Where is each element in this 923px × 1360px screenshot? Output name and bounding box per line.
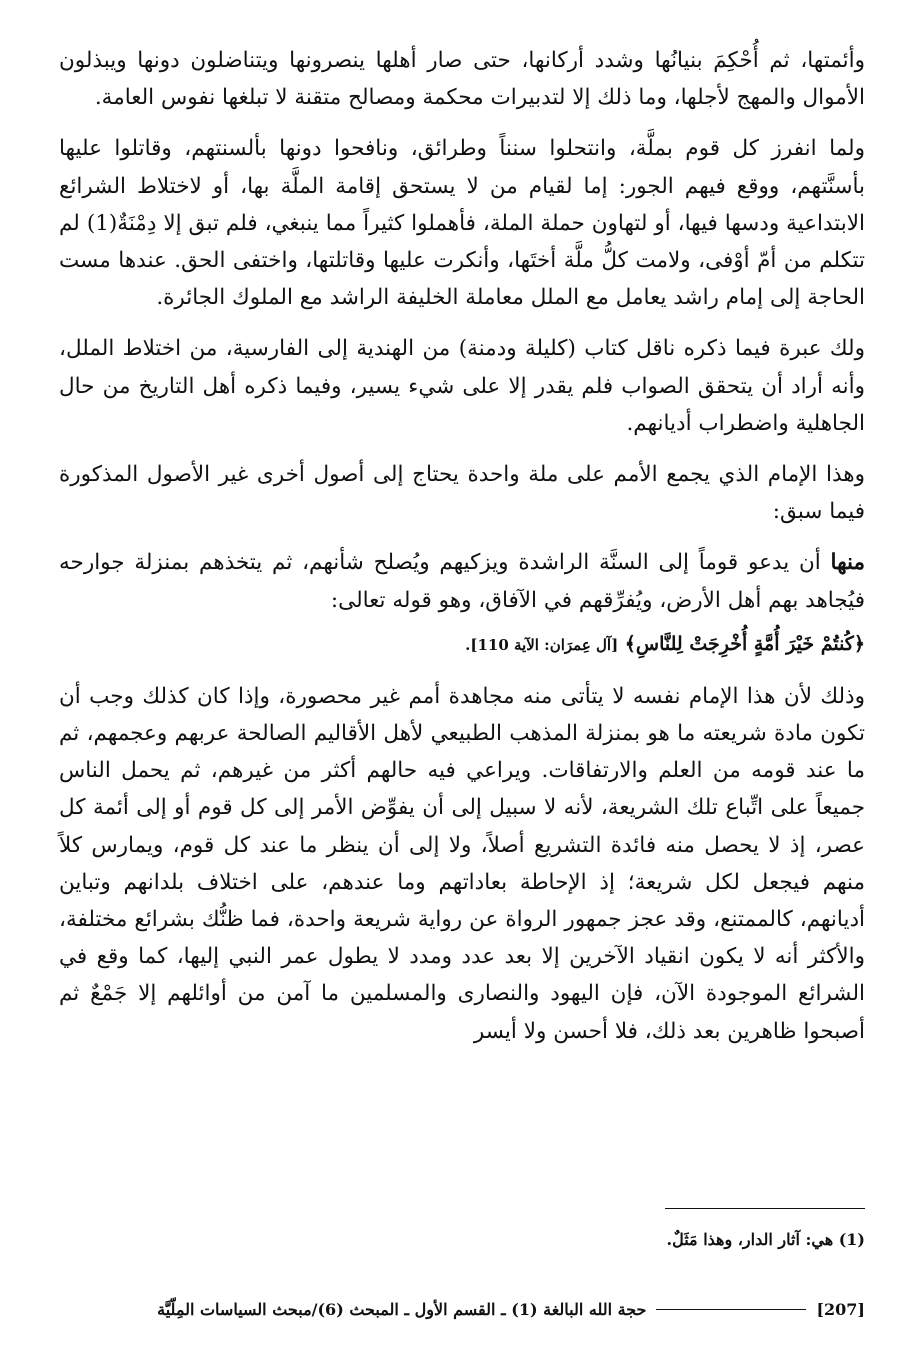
page-footer <box>59 1294 865 1324</box>
footer-rule <box>656 1309 806 1310</box>
paragraph-minha <box>59 544 865 618</box>
paragraph-lead-word: منها <box>830 550 865 576</box>
verse-reference: [آل عِمرَان: الآية 110]. <box>465 635 619 654</box>
paragraph-last: وذلك لأن هذا الإمام نفسه لا يتأتى منه مجاهدة أمم غير محصورة، وإذا كان كذلك وجب أن تكون مادة شريعته ما هو بمنزلة المذهب الطبيعي لأهل الأقاليم الصالحة عربهم وعجمهم، ثم ما عند قومه من العلم والارتفاقات. ويراعي فيه حالهم أكثر من غيرهم، ثم يحمل الناس جميعاً على اتِّباع تلك الشريعة، لأنه لا سبيل إلى أن يفوِّض الأمر إلى كل قوم أو إلى أئمة كل عصر، إذ لا يحصل منه فائدة التشريع أصلاً، ولا إلى أن ينظر ما عند كل قوم، ويمارس كلاً منهم فيجعل لكل شريعة؛ إذ الإحاطة بعاداتهم وما عندهم، على اختلاف بلدانهم وتباين أديانهم، كالممتنع، وقد عجز جمهور الرواة عن رواية شريعة واحدة، فما ظنُّك بشرائع مختلفة، والأكثر أنه لا يكون انقياد الآخرين إلا بعد عدد ومدد لا يطول عمر النبي إليها، كما وقع في الشرائع الموجودة الآن، فإن اليهود والنصارى والمسلمين ما آمن من أوائلهم إلا جَمْعٌ ثم أصبحوا ظاهرين بعد ذلك، فلا أحسن ولا أيسر <box>59 683 865 1044</box>
quran-verse <box>59 627 865 662</box>
body-text <box>59 42 865 1064</box>
paragraph-3: ولك عبرة فيما ذكره ناقل كتاب (كليلة ودمنة) من الهندية إلى الفارسية، من اختلاط الملل، وأنه أراد أن يتحقق الصواب فلم يقدر إلا على شيء يسير، وفيما ذكره أهل التاريخ من حال الجاهلية واضطراب أديانهم. <box>59 336 865 436</box>
verse-text: ﴿كُنتُمْ خَيْرَ أُمَّةٍ أُخْرِجَتْ لِلنَّاسِ﴾ <box>624 632 865 655</box>
footnote: (1) هي: آثار الدار، وهذا مَثَلٌ. <box>666 1230 865 1249</box>
running-title: حجة الله البالغة (1) ـ القسم الأول ـ المبحث (6)/مبحث السياسات المِلّيَّة <box>157 1299 647 1319</box>
paragraph-4: وهذا الإمام الذي يجمع الأمم على ملة واحدة يحتاج إلى أصول أخرى غير الأصول المذكورة فيما سبق: <box>59 462 865 525</box>
footnote-divider <box>665 1208 865 1209</box>
paragraph-2: ولما انفرز كل قوم بملَّة، وانتحلوا سنناً وطرائق، ونافحوا دونها بألسنتهم، وقاتلوا عليها بأسنَّتهم، ووقع فيهم الجور: إما لقيام من لا يستحق إقامة الملَّة بها، أو لاختلاط الشرائع الابتداعية ودسها فيها، أو لتهاون حملة الملة، فأهملوا كثيراً مما ينبغي، فلم تبق إلا دِمْنَةٌ(1) لم تتكلم من أمّ أوْفى، ولامت كلُّ ملَّة أختَها، وأنكرت عليها وقاتلتها، واختفى الحق. عندها مست الحاجة إلى إمام راشد يعامل مع الملل معاملة الخليفة الراشد مع الملوك الجائرة. <box>59 136 865 311</box>
page-number: [207] <box>816 1299 865 1319</box>
paragraph-1: وأئمتها، ثم أُحْكِمَ بنيانُها وشدد أركانها، حتى صار أهلها ينصرونها ويتناضلون دونها ويبذلون الأموال والمهج لأجلها، وما ذلك إلا لتدبيرات محكمة ومصالح متقنة لا تبلغها نفوس العامة. <box>59 48 865 111</box>
paragraph-minha-text: أن يدعو قوماً إلى السنَّة الراشدة ويزكيهم ويُصلح شأنهم، ثم يتخذهم بمنزلة جوارحه فيُجاهد بهم أهل الأرض، ويُفرِّقهم في الآفاق، وهو قوله تعالى: <box>59 550 865 613</box>
